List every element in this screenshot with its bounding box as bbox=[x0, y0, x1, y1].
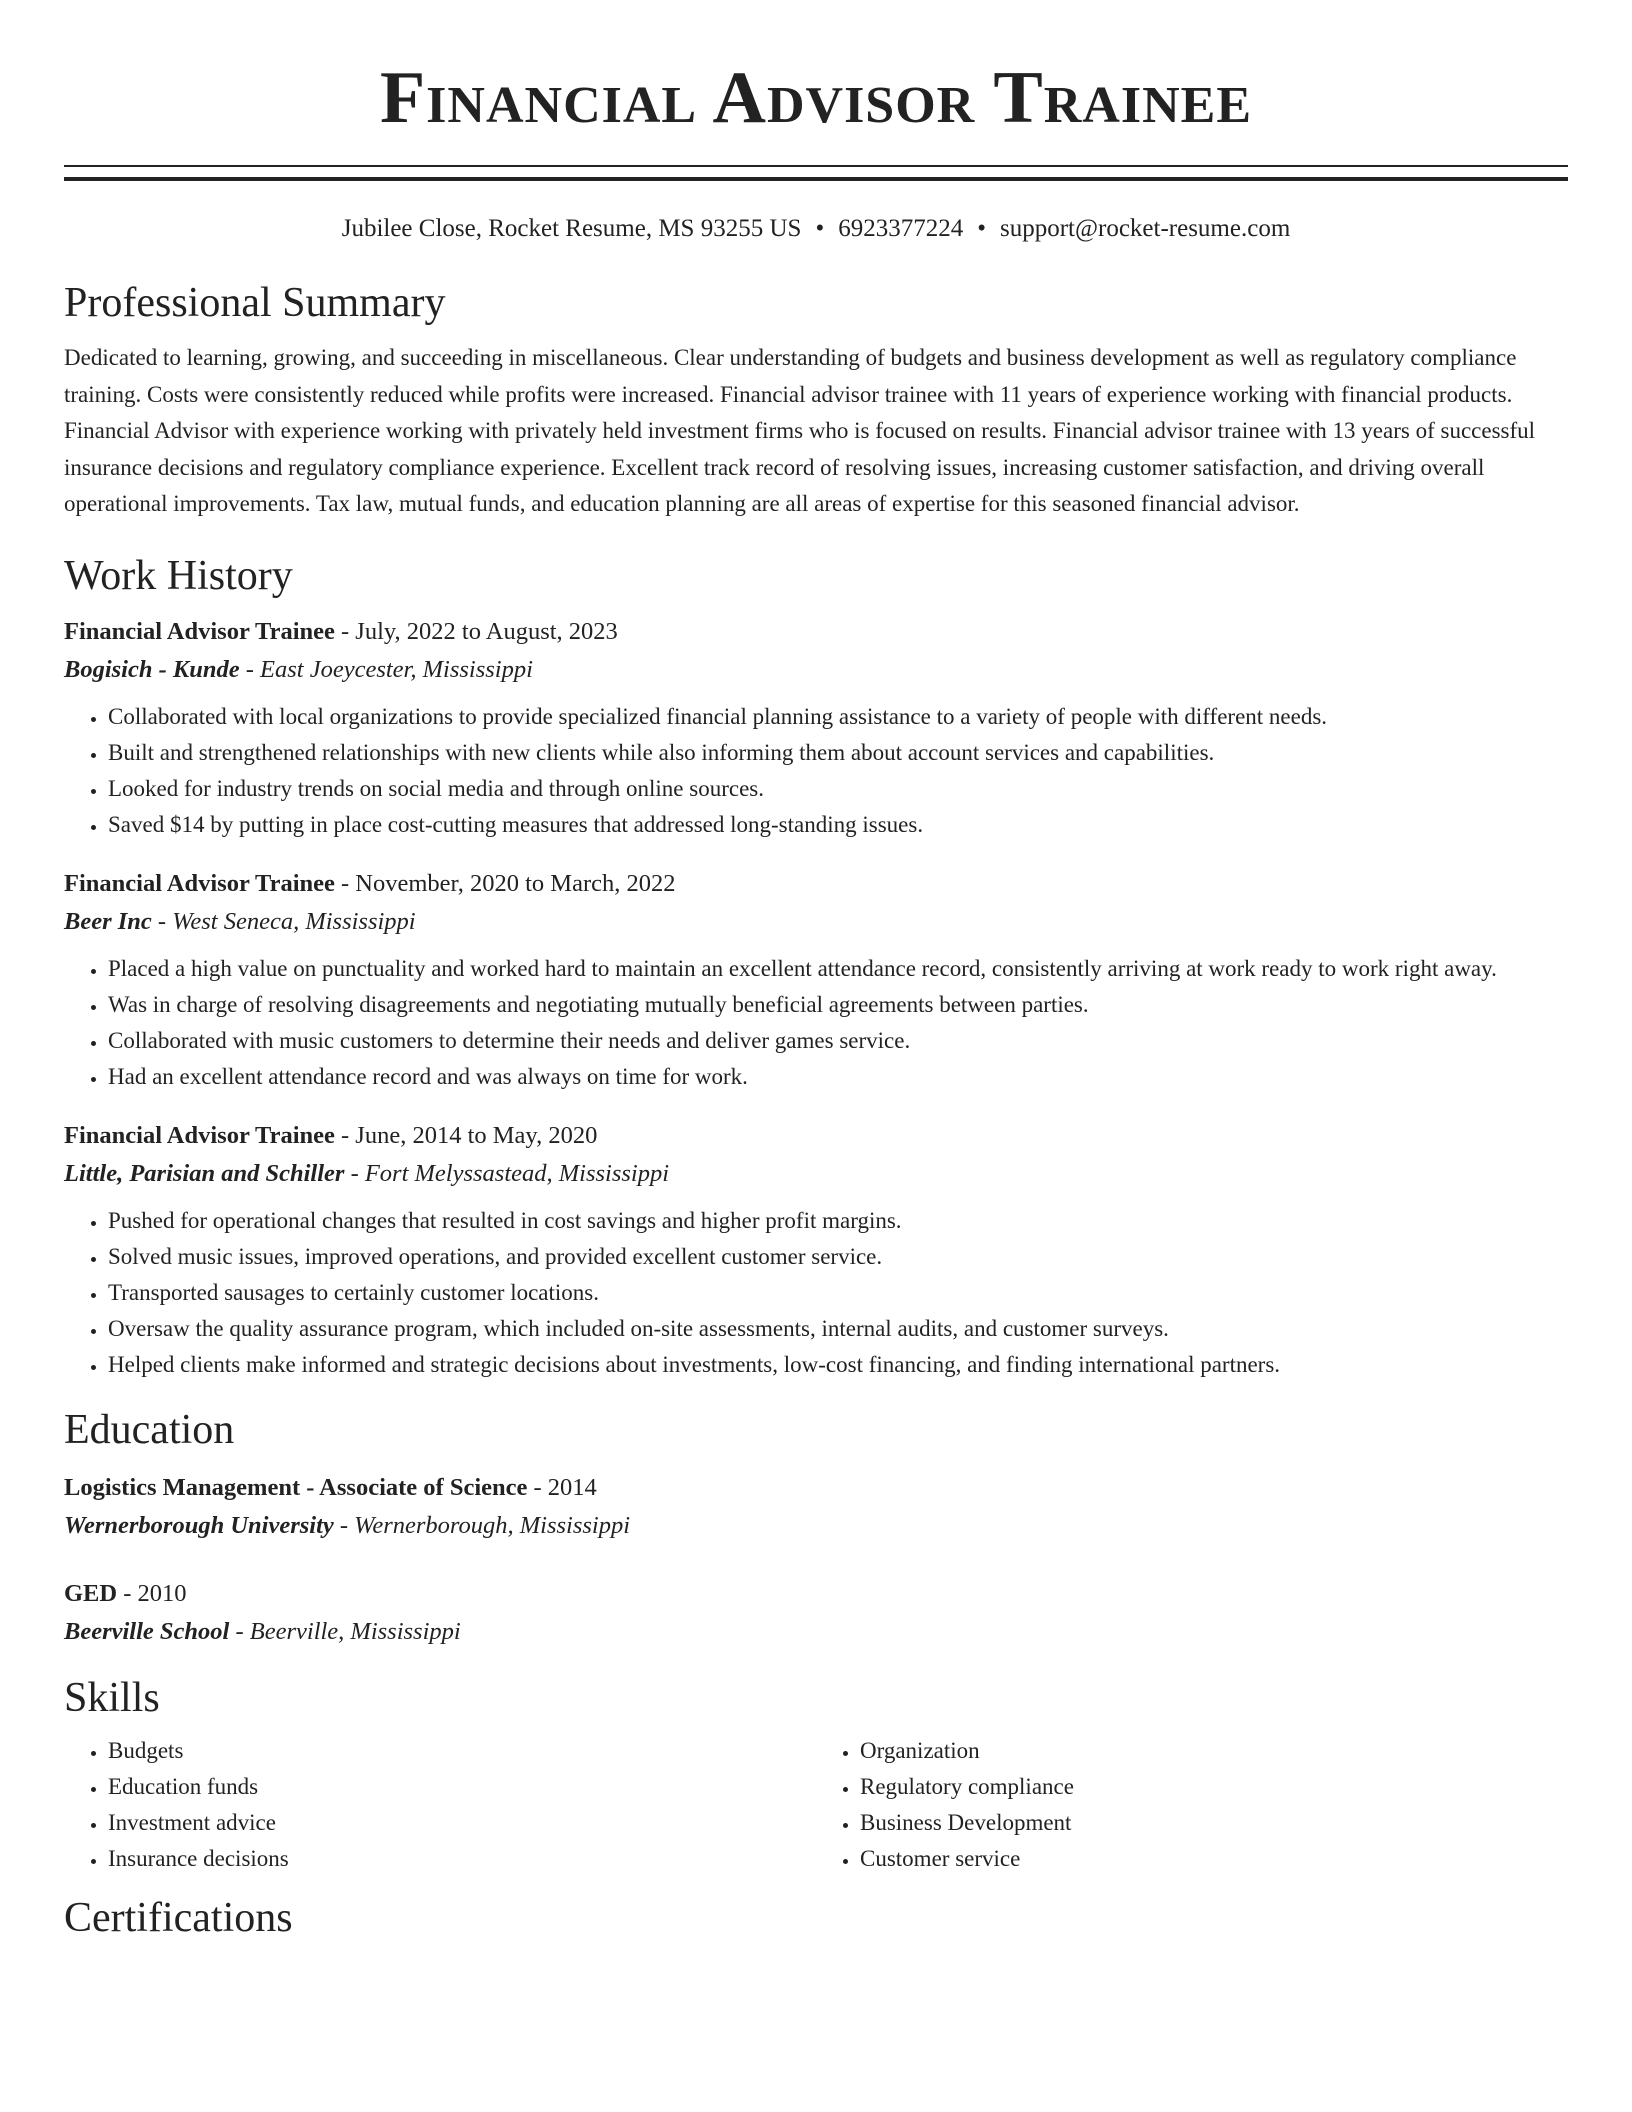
job-title-line bbox=[64, 865, 1568, 903]
job-company-line bbox=[64, 1155, 1568, 1193]
job-bullet: • Collaborated with music customers to determine their needs and deliver games service. bbox=[108, 1023, 1568, 1059]
education-school-line bbox=[64, 1613, 1568, 1651]
skills-heading: Skills bbox=[64, 1674, 160, 1721]
contact-address: Jubilee Close, Rocket Resume, MS 93255 US bbox=[341, 215, 802, 242]
education-degree: Logistics Management - Associate of Science bbox=[64, 1473, 528, 1501]
job-dates: - November, 2020 to March, 2022 bbox=[334, 869, 676, 897]
skill-item: • Investment advice bbox=[108, 1805, 816, 1841]
job-title-line bbox=[64, 613, 1568, 651]
job-dates: - July, 2022 to August, 2023 bbox=[334, 617, 618, 645]
skill-item: • Business Development bbox=[860, 1805, 1568, 1841]
job-company: Little, Parisian and Schiller bbox=[64, 1159, 345, 1187]
job-bullet: • Collaborated with local organizations to provide specialized financial planning assistance to a variety of people with different needs. bbox=[108, 699, 1568, 735]
skill-item: • Organization bbox=[860, 1733, 1568, 1769]
skill-item: • Regulatory compliance bbox=[860, 1769, 1568, 1805]
job-bullet: • Was in charge of resolving disagreements and negotiating mutually beneficial agreements between parties. bbox=[108, 987, 1568, 1023]
education-school: Wernerborough University bbox=[64, 1511, 334, 1539]
education-year: - 2014 bbox=[527, 1473, 597, 1501]
job-entry bbox=[64, 613, 1568, 843]
education-entry bbox=[64, 1469, 1568, 1545]
title-divider bbox=[64, 165, 1568, 181]
job-location: - West Seneca, Mississippi bbox=[151, 907, 416, 935]
education-year: - 2010 bbox=[117, 1579, 187, 1607]
skills-list-right bbox=[816, 1733, 1568, 1877]
education-school-line bbox=[64, 1507, 1568, 1545]
contact-line bbox=[64, 213, 1568, 245]
certifications-heading: Certifications bbox=[64, 1894, 293, 1941]
job-entry bbox=[64, 865, 1568, 1095]
skill-item: • Insurance decisions bbox=[108, 1841, 816, 1877]
resume-title: Financial Advisor Trainee bbox=[379, 57, 1253, 139]
job-location: - East Joeycester, Mississippi bbox=[239, 655, 533, 683]
job-bullet: • Oversaw the quality assurance program, which included on-site assessments, internal audits, and customer surveys. bbox=[108, 1311, 1568, 1347]
contact-separator: • bbox=[815, 215, 825, 242]
job-dates: - June, 2014 to May, 2020 bbox=[334, 1121, 598, 1149]
job-bullet: • Helped clients make informed and strategic decisions about investments, low-cost financing, and finding international partners. bbox=[108, 1347, 1568, 1383]
skill-item: • Education funds bbox=[108, 1769, 816, 1805]
job-title: Financial Advisor Trainee bbox=[64, 1121, 335, 1149]
job-title-line bbox=[64, 1117, 1568, 1155]
job-bullets bbox=[64, 1203, 1568, 1383]
job-title: Financial Advisor Trainee bbox=[64, 617, 335, 645]
job-bullet: • Looked for industry trends on social media and through online sources. bbox=[108, 771, 1568, 807]
job-company: Bogisich - Kunde bbox=[64, 655, 240, 683]
job-bullet: • Pushed for operational changes that resulted in cost savings and higher profit margins. bbox=[108, 1203, 1568, 1239]
job-company-line bbox=[64, 903, 1568, 941]
contact-separator: • bbox=[977, 215, 986, 242]
job-bullet: • Solved music issues, improved operations, and provided excellent customer service. bbox=[108, 1239, 1568, 1275]
education-location: - Wernerborough, Mississippi bbox=[333, 1511, 631, 1539]
education-degree: GED bbox=[64, 1579, 118, 1607]
contact-phone: 6923377224 bbox=[838, 215, 964, 242]
job-bullet: • Placed a high value on punctuality and worked hard to maintain an excellent attendance record, consistently arriving at work ready to work right away. bbox=[108, 951, 1568, 987]
skills-list-left bbox=[64, 1733, 816, 1877]
education-location: - Beerville, Mississippi bbox=[229, 1617, 461, 1645]
education-entry bbox=[64, 1575, 1568, 1651]
job-bullet: • Saved $14 by putting in place cost-cutting measures that addressed long-standing issues. bbox=[108, 807, 1568, 843]
job-title: Financial Advisor Trainee bbox=[64, 869, 335, 897]
job-company: Beer Inc bbox=[64, 907, 152, 935]
summary-heading: Professional Summary bbox=[64, 280, 446, 326]
skill-item: • Customer service bbox=[860, 1841, 1568, 1877]
resume-page bbox=[64, 0, 1568, 1943]
skills-columns bbox=[64, 1733, 1568, 1877]
job-bullets bbox=[64, 951, 1568, 1095]
work-history-heading: Work History bbox=[64, 552, 293, 599]
job-bullet: • Had an excellent attendance record and was always on time for work. bbox=[108, 1059, 1568, 1095]
job-location: - Fort Melyssastead, Mississippi bbox=[344, 1159, 670, 1187]
education-school: Beerville School bbox=[64, 1617, 230, 1645]
education-degree-line bbox=[64, 1575, 1568, 1613]
job-company-line bbox=[64, 651, 1568, 689]
education-degree-line bbox=[64, 1469, 1568, 1507]
job-entry bbox=[64, 1117, 1568, 1383]
job-bullet: • Built and strengthened relationships with new clients while also informing them about account services and capabilities. bbox=[108, 735, 1568, 771]
job-bullets bbox=[64, 699, 1568, 843]
contact-email: support@rocket-resume.com bbox=[999, 215, 1291, 242]
job-bullet: • Transported sausages to certainly customer locations. bbox=[108, 1275, 1568, 1311]
education-heading: Education bbox=[64, 1406, 235, 1453]
skill-item: • Budgets bbox=[108, 1733, 816, 1769]
summary-text: Dedicated to learning, growing, and succeeding in miscellaneous. Clear understanding of budgets and business development as well as regulatory compliance training. Costs were consistently reduced while profits were increased. Financial advisor trainee with 11 years of experience working with financial products. Financial Advisor with experience working with privately held investment firms who is focused on results. Financial advisor trainee with 13 years of successful insurance decisions and regulatory compliance experience. Excellent track record of resolving issues, increasing customer satisfaction, and driving overall operational improvements. Tax law, mutual funds, and education planning are all areas of expertise for this seasoned financial advisor. bbox=[64, 345, 1536, 516]
